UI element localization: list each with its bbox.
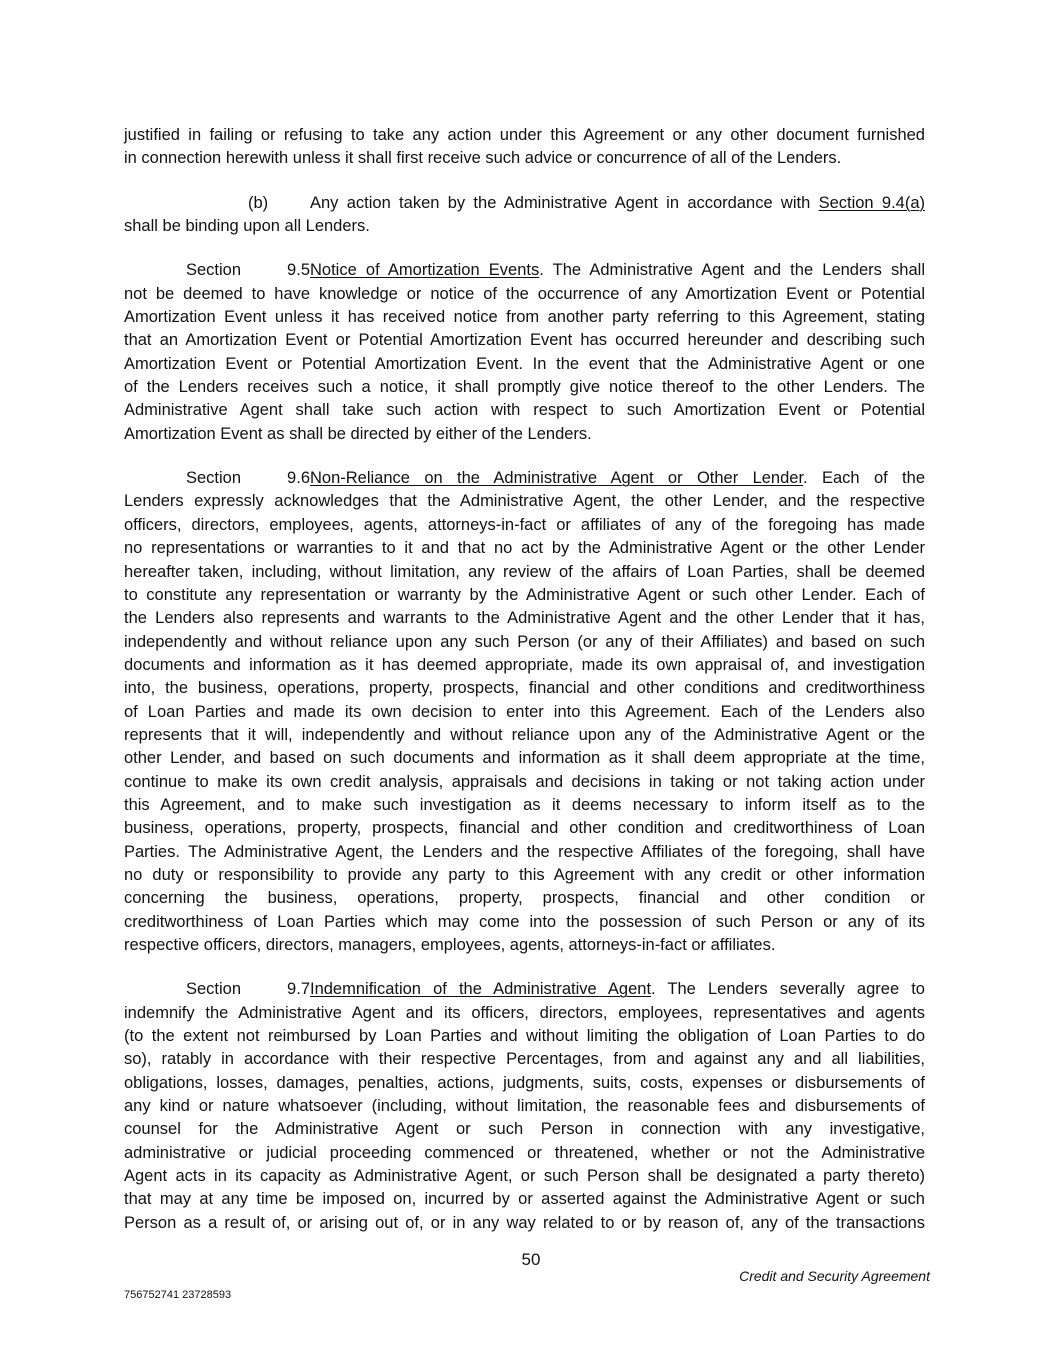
body-line: this Agreement, and to make such investigation as it deems necessary to inform itself as to the: [124, 795, 925, 814]
body-line: creditworthiness of Loan Parties which may come into the possession of such Person or any of its: [124, 912, 925, 931]
page-number: 50: [521, 1250, 541, 1269]
body-line: Amortization Event unless it has received notice from another party referring to this Agreement, stating: [124, 308, 925, 327]
section-heading: Indemnification of the Administrative Agent: [310, 980, 652, 999]
section-number: Section 9.5: [186, 261, 310, 280]
clause-marker: (b): [248, 193, 269, 212]
body-line: respective officers, directors, managers, employees, agents, attorneys-in-fact or affiliates.: [124, 936, 776, 954]
paragraph-clause-b: [124, 192, 925, 239]
body-line: Agent acts in its capacity as Administrative Agent, or such Person shall be designated a party thereto): [124, 1167, 925, 1186]
body-line: officers, directors, employees, agents, attorneys-in-fact or affiliates of any of the foregoing has made: [124, 515, 925, 534]
body-line: shall be binding upon all Lenders.: [124, 217, 370, 236]
body-line: administrative or judicial proceeding commenced or threatened, whether or not the Administrative: [124, 1143, 925, 1162]
body-line: no representations or warranties to it and that no act by the Administrative Agent or the other Lender: [124, 539, 925, 558]
section-reference: Section 9.4(a): [818, 193, 925, 212]
body-line: no duty or responsibility to provide any party to this Agreement with any credit or other information: [124, 865, 925, 884]
body-line: represents that it will, independently and without reliance upon any of the Administrative Agent or the: [124, 725, 925, 744]
body-line: of the Lenders receives such a notice, it shall promptly give notice thereof to the other Lenders. The: [124, 378, 925, 397]
section-first-line-text: . Each of the: [803, 469, 925, 488]
body-line: into, the business, operations, property, prospects, financial and other conditions and creditworthiness: [124, 679, 925, 698]
body-line: so), ratably in accordance with their respective Percentages, from and against any and all liabilities,: [124, 1050, 925, 1069]
body-line: of Loan Parties and made its own decision to enter into this Agreement. Each of the Lenders also: [124, 702, 925, 721]
section-9-5: [124, 259, 925, 446]
body-line: Amortization Event as shall be directed by either of the Lenders.: [124, 424, 592, 443]
body-line: Person as a result of, or arising out of, or in any way related to or by reason of, any of the transactions: [124, 1213, 925, 1232]
section-first-line-text: . The Lenders severally agree to: [651, 980, 925, 999]
body-line: not be deemed to have knowledge or notice of the occurrence of any Amortization Event or Potential: [124, 284, 925, 303]
section-first-line: [124, 467, 925, 490]
body-line: the Lenders also represents and warrants to the Administrative Agent and the other Lender that it has,: [124, 609, 925, 628]
body-line: justified in failing or refusing to take any action under this Agreement or any other document furnished: [124, 126, 925, 144]
section-first-line-text: . The Administrative Agent and the Lenders shall: [539, 261, 925, 280]
paragraph-continuation: [124, 124, 925, 171]
section-first-line: [124, 259, 925, 282]
body-line: obligations, losses, damages, penalties, actions, judgments, suits, costs, expenses or disbursements of: [124, 1073, 925, 1092]
body-line: that may at any time be imposed on, incurred by or asserted against the Administrative Agent or such: [124, 1190, 925, 1209]
body-text: [124, 124, 925, 1256]
body-line: business, operations, property, prospects, financial and other condition and creditworthiness of Loan: [124, 819, 925, 838]
body-line: concerning the business, operations, property, prospects, financial and other condition or: [124, 889, 925, 908]
body-line: to constitute any representation or warranty by the Administrative Agent or such other Lender. Each of: [124, 585, 925, 604]
body-line: indemnify the Administrative Agent and its officers, directors, employees, representatives and agents: [124, 1003, 925, 1022]
clause-text: Any action taken by the Administrative Agent in accordance with: [310, 193, 819, 212]
body-line: documents and information as it has deemed appropriate, made its own appraisal of, and investigation: [124, 655, 925, 674]
section-heading: Non-Reliance on the Administrative Agent or Other Lender: [310, 469, 804, 488]
section-heading: Notice of Amortization Events: [310, 261, 540, 280]
footer-document-id: 756752741 23728593: [124, 1289, 232, 1301]
section-9-7: [124, 978, 925, 1235]
footer-document-title: Credit and Security Agreement: [739, 1268, 930, 1284]
body-line: counsel for the Administrative Agent or such Person in connection with any investigative,: [124, 1120, 925, 1139]
body-line: continue to make its own credit analysis, appraisals and decisions in taking or not taking action under: [124, 772, 925, 791]
section-number: Section 9.6: [186, 469, 310, 488]
body-line: other Lender, and based on such documents and information as it shall deem appropriate at the time,: [124, 749, 925, 768]
body-line: Administrative Agent shall take such action with respect to such Amortization Event or Potential: [124, 401, 925, 420]
body-line: hereafter taken, including, without limitation, any review of the affairs of Loan Parties, shall be deemed: [124, 562, 925, 581]
section-9-6: [124, 467, 925, 957]
section-first-line: [124, 978, 925, 1001]
clause-first-line: [124, 192, 925, 215]
body-line: Parties. The Administrative Agent, the Lenders and the respective Affiliates of the foregoing, shall have: [124, 842, 925, 861]
body-line: that an Amortization Event or Potential Amortization Event has occurred hereunder and describing such: [124, 331, 925, 350]
body-line: Lenders expressly acknowledges that the Administrative Agent, the other Lender, and the respective: [124, 492, 925, 511]
section-number: Section 9.7: [186, 980, 310, 999]
body-line: (to the extent not reimbursed by Loan Parties and without limiting the obligation of Loan Parties to do: [124, 1027, 925, 1046]
body-line: independently and without reliance upon any such Person (or any of their Affiliates) and based on such: [124, 632, 925, 651]
body-line: Amortization Event or Potential Amortization Event. In the event that the Administrative Agent or one: [124, 354, 925, 373]
body-line: any kind or nature whatsoever (including, without limitation, the reasonable fees and disbursements of: [124, 1097, 925, 1116]
body-line: in connection herewith unless it shall first receive such advice or concurrence of all of the Lenders.: [124, 149, 842, 168]
